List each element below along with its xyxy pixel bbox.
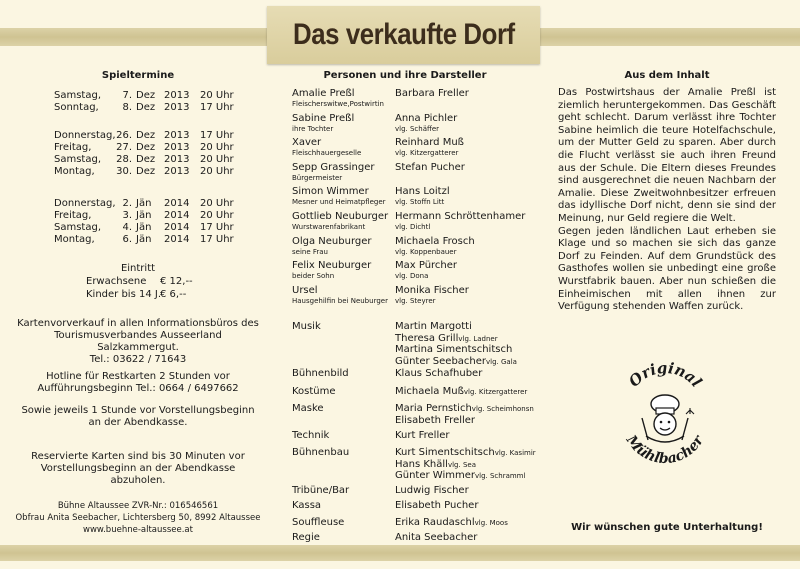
schedule-date: 3.: [122, 210, 132, 221]
crew-name: Günter Wimmer: [395, 470, 475, 481]
schedule-month: Dez: [136, 142, 156, 153]
schedule-day: Freitag,: [54, 142, 92, 153]
schedule-month: Jän: [136, 234, 152, 245]
crew-member: [395, 333, 498, 345]
cast-actor: [395, 211, 525, 231]
page-title: Das verkaufte Dorf: [292, 18, 515, 51]
schedule-row: [54, 210, 234, 222]
schedule-time: 17 Uhr: [200, 222, 234, 233]
role-name: Felix Neuburger: [292, 260, 372, 272]
summary-text: [558, 87, 776, 314]
schedule-time: 20 Uhr: [200, 154, 234, 165]
schedule-date: 7.: [122, 90, 132, 101]
actor-nickname: vlg. Schäffer: [395, 124, 440, 133]
crew-nickname: vlg. Moos: [474, 519, 508, 527]
crew-member: [395, 415, 475, 427]
cast-role: [292, 260, 371, 280]
role-description: Bürgermeister: [292, 173, 343, 182]
crew-name: Kurt Simentschitsch: [395, 447, 495, 458]
summary-para-2: Gegen jeden ländlichen Laut erheben sie Klage und so machen sie sich das ganze Dorf zu Feinden. Auf dem Grundstück des Gasthofes wollen sie unbedingt eine große Wurstfabrik bauen. Aber nun schießen die Einheimischen mit allen ihnen zur Verfügung stehenden Waffen zurück.: [558, 225, 776, 313]
role-name: Simon Wimmer: [292, 186, 369, 198]
actor-name: Reinhard Muß: [395, 137, 464, 149]
crew-name: Elisabeth Freller: [395, 414, 476, 426]
entry-label: Eintritt: [120, 263, 156, 274]
actor-name: Hans Loitzl: [395, 186, 450, 198]
kids-label: Kinder bis 14 J.: [86, 289, 162, 300]
schedule-date: 26.: [116, 130, 132, 141]
crew-member: [395, 500, 478, 512]
role-description: seine Frau: [292, 247, 328, 256]
cast-role: [292, 186, 386, 206]
schedule-month: Jän: [136, 222, 152, 233]
role-name: Gottlieb Neuburger: [292, 211, 389, 222]
cast-role: [292, 113, 354, 133]
role-name: Ursel: [292, 284, 318, 296]
crew-name: Kurt Freller: [395, 430, 450, 441]
schedule-year: 2013: [164, 166, 190, 177]
actor-name: Stefan Pucher: [395, 161, 465, 173]
crew-member: [395, 356, 517, 368]
schedule-row: [54, 198, 234, 210]
crew-nickname: vlg. Kitzergatterer: [463, 388, 528, 396]
crew-member: [395, 368, 482, 380]
schedule-day: Samstag,: [54, 154, 102, 165]
cast-actor: [395, 137, 464, 157]
crew-member: [395, 344, 512, 356]
crew-nickname: vlg. Schramml: [474, 472, 526, 480]
schedule-row: [54, 142, 234, 154]
actor-nickname: vlg. Koppenbauer: [395, 247, 457, 256]
schedule-date: 2.: [122, 198, 132, 209]
schedule-month: Dez: [136, 130, 156, 141]
cast-actor: [395, 186, 450, 206]
actor-name: Anna Pichler: [395, 112, 458, 124]
crew-name: Klaus Schafhuber: [395, 368, 483, 379]
crew-role: Technik: [292, 430, 330, 441]
crew-name: Theresa Grill: [395, 332, 459, 344]
schedule-row: [54, 234, 234, 246]
crew-name: Erika Raudaschl: [395, 517, 475, 528]
schedule-date: 6.: [122, 234, 132, 245]
original-muehlbacher-logo: [612, 352, 718, 480]
cast-actor: [395, 162, 465, 174]
svg-text:Mühlbacher: Mühlbacher: [622, 432, 708, 468]
crew-name: Maria Pernstich: [395, 403, 472, 414]
crew-role: Musik: [292, 321, 321, 332]
crew-role: Bühnenbau: [292, 447, 350, 458]
actor-name: Barbara Freller: [395, 88, 469, 99]
schedule-day: Samstag,: [54, 90, 102, 101]
kids-price: € 6,--: [160, 289, 187, 300]
cast-heading: Personen und ihre Darsteller: [323, 70, 487, 81]
schedule-day: Samstag,: [54, 222, 102, 233]
reserved-line: Reservierte Karten sind bis 30 Minuten vor: [31, 451, 245, 462]
cast-role: [292, 285, 388, 305]
crew-role: Bühnenbild: [292, 368, 349, 379]
schedule-year: 2013: [164, 142, 190, 153]
crew-name: Günter Seebacher: [395, 355, 487, 367]
crew-member: [395, 447, 536, 459]
schedule-row: [54, 222, 234, 234]
bottom-band: [0, 545, 800, 561]
hotline-line: Hotline für Restkarten 2 Stunden vor: [46, 371, 230, 382]
schedule-year: 2014: [164, 222, 190, 233]
schedule-time: 20 Uhr: [200, 166, 234, 177]
crew-member: [395, 532, 477, 544]
crew-nickname: vlg. Scheimhonsn: [471, 405, 534, 413]
cast-actor: [395, 260, 457, 280]
hotline-line: Aufführungsbeginn Tel.: 0664 / 6497662: [37, 383, 239, 394]
reserved-info: [14, 451, 262, 487]
crew-member: [395, 459, 476, 471]
actor-nickname: vlg. Kitzergatterer: [395, 149, 459, 158]
schedule-row: [54, 130, 234, 142]
schedule-row: [54, 90, 234, 102]
role-description: Mesner und Heimatpfleger: [292, 198, 386, 207]
title-box: [267, 6, 540, 64]
role-description: ihre Tochter: [292, 124, 334, 133]
crew-name: Martina Simentschitsch: [395, 344, 513, 355]
crew-member: [395, 321, 472, 333]
schedule-time: 17 Uhr: [200, 234, 234, 245]
cast-actor: [395, 236, 475, 256]
schedule-heading: Spieltermine: [101, 70, 175, 81]
crew-member: [395, 403, 534, 415]
cast-role: [292, 88, 384, 108]
schedule-date: 4.: [122, 222, 132, 233]
crew-role: Maske: [292, 403, 324, 414]
actor-name: Hermann Schröttenhamer: [395, 211, 526, 222]
boxoffice-line: Sowie jeweils 1 Stunde vor Vorstellungsbeginn: [21, 405, 255, 416]
schedule-year: 2014: [164, 210, 190, 221]
crew-member: [395, 386, 527, 398]
role-description: Wurstwarenfabrikant: [292, 223, 366, 231]
crew-nickname: vlg. Kasimir: [494, 449, 536, 457]
summary-para-1: Das Postwirtshaus der Amalie Preßl ist ziemlich heruntergekommen. Das Geschäft geht schlecht. Darum verlässt ihre Tochter Sabine heimlich die teure Hotelfachschule, um der Mutter Geld zu sparen. Aber durch die Flucht verlässt sie auch ihren Freund aus der Schule. Die Eltern dieses Freundes sind ausgerechnet die neuen Nachbarn der Amalie. Diese Zweitwohnbesitzer erfreuen das idyllische Dorf nicht, denn sie sind der Meinung, nur Geld regiere die Welt.: [558, 87, 776, 224]
presale-line: Tourismusverbandes Ausseerland Salzkammergut.: [54, 330, 222, 353]
schedule-time: 20 Uhr: [200, 210, 234, 221]
schedule-date: 28.: [116, 154, 132, 165]
adults-label: Erwachsene: [86, 276, 147, 287]
schedule-day: Sonntag,: [54, 102, 99, 113]
svg-text:Original: Original: [625, 358, 706, 391]
crew-role: Souffleuse: [292, 517, 345, 528]
website-link[interactable]: www.buehne-altaussee.at: [83, 525, 193, 535]
boxoffice-line: an der Abendkasse.: [88, 417, 188, 428]
schedule-time: 17 Uhr: [200, 130, 234, 141]
crew-role: Regie: [292, 532, 320, 543]
schedule-month: Dez: [136, 166, 156, 177]
schedule-row: [54, 166, 234, 178]
cast-role: [292, 211, 388, 231]
crew-name: Hans Khäll: [395, 458, 448, 470]
footer-address: Obfrau Anita Seebacher, Lichtersberg 50, 8992 Altaussee: [15, 513, 261, 523]
role-name: Amalie Preßl: [292, 88, 355, 99]
summary-heading: Aus dem Inhalt: [624, 70, 710, 81]
role-name: Sepp Grassinger: [292, 161, 375, 173]
role-description: Hausgehilfin bei Neuburger: [292, 296, 388, 305]
crew-nickname: vlg. Sea: [447, 460, 476, 469]
schedule-date: 8.: [122, 102, 132, 113]
actor-name: Max Pürcher: [395, 260, 458, 272]
cast-actor: [395, 113, 457, 133]
crew-name: Anita Seebacher: [395, 532, 478, 543]
role-description: Fleischerswitwe,Postwirtin: [292, 100, 384, 108]
crew-name: Ludwig Fischer: [395, 485, 469, 496]
footer-line: Bühne Altaussee ZVR-Nr.: 016546561: [57, 501, 219, 511]
cast-role: [292, 162, 375, 182]
schedule-time: 20 Uhr: [200, 90, 234, 101]
crew-nickname: vlg. Ladner: [458, 334, 498, 343]
schedule-month: Dez: [136, 90, 156, 101]
presale-info: [14, 318, 262, 366]
role-description: Fleischhauergeselle: [292, 149, 362, 158]
schedule-month: Jän: [136, 198, 152, 209]
schedule-year: 2014: [164, 234, 190, 245]
adults-price: € 12,--: [160, 276, 193, 287]
role-description: beider Sohn: [292, 272, 335, 281]
crew-name: Elisabeth Pucher: [395, 500, 479, 511]
role-name: Sabine Preßl: [292, 112, 355, 124]
actor-nickname: vlg. Dichtl: [395, 223, 431, 231]
schedule-month: Dez: [136, 102, 156, 113]
crew-member: [395, 485, 469, 497]
schedule-year: 2014: [164, 198, 190, 209]
schedule-day: Freitag,: [54, 210, 92, 221]
schedule-day: Montag,: [54, 234, 95, 245]
crew-role: Kostüme: [292, 386, 336, 397]
crew-nickname: vlg. Gala: [486, 357, 517, 366]
schedule-day: Donnerstag,: [54, 130, 116, 141]
role-name: Olga Neuburger: [292, 235, 372, 247]
schedule-year: 2013: [164, 130, 190, 141]
footer-info: [14, 500, 262, 536]
crew-member: [395, 430, 450, 442]
crew-member: [395, 470, 525, 482]
schedule-year: 2013: [164, 90, 190, 101]
presale-line: Kartenvorverkauf in allen Informationsbüros des: [17, 318, 259, 329]
schedule-month: Dez: [136, 154, 156, 165]
actor-name: Michaela Frosch: [395, 235, 475, 247]
schedule-time: 20 Uhr: [200, 142, 234, 153]
schedule-day: Montag,: [54, 166, 95, 177]
schedule-row: [54, 154, 234, 166]
schedule-time: 17 Uhr: [200, 102, 234, 113]
actor-nickname: vlg. Stoffn Litt: [395, 198, 445, 207]
actor-nickname: vlg. Dona: [395, 272, 429, 281]
cast-actor: [395, 88, 469, 100]
schedule-day: Donnerstag,: [54, 198, 116, 209]
crew-member: [395, 517, 508, 529]
schedule-year: 2013: [164, 154, 190, 165]
crew-role: Tribüne/Bar: [292, 485, 350, 496]
schedule-month: Jän: [136, 210, 152, 221]
boxoffice-info: [14, 405, 262, 429]
schedule-date: 30.: [116, 166, 132, 177]
closing-text: Wir wünschen gute Unterhaltung!: [571, 522, 763, 533]
crew-name: Michaela Muß: [395, 386, 464, 397]
schedule-time: 20 Uhr: [200, 198, 234, 209]
cast-role: [292, 137, 361, 157]
actor-nickname: vlg. Steyrer: [395, 296, 436, 305]
presale-phone: Tel.: 03622 / 71643: [89, 354, 187, 365]
crew-name: Martin Margotti: [395, 321, 472, 332]
crew-role: Kassa: [292, 500, 322, 511]
schedule-date: 27.: [116, 142, 132, 153]
cast-role: [292, 236, 372, 256]
schedule-year: 2013: [164, 102, 190, 113]
role-name: Xaver: [292, 137, 322, 149]
hotline-info: [14, 371, 262, 395]
actor-name: Monika Fischer: [395, 284, 469, 296]
schedule-row: [54, 102, 234, 114]
cast-actor: [395, 285, 469, 305]
reserved-line: Vorstellungsbeginn an der Abendkasse abzuholen.: [40, 463, 236, 486]
